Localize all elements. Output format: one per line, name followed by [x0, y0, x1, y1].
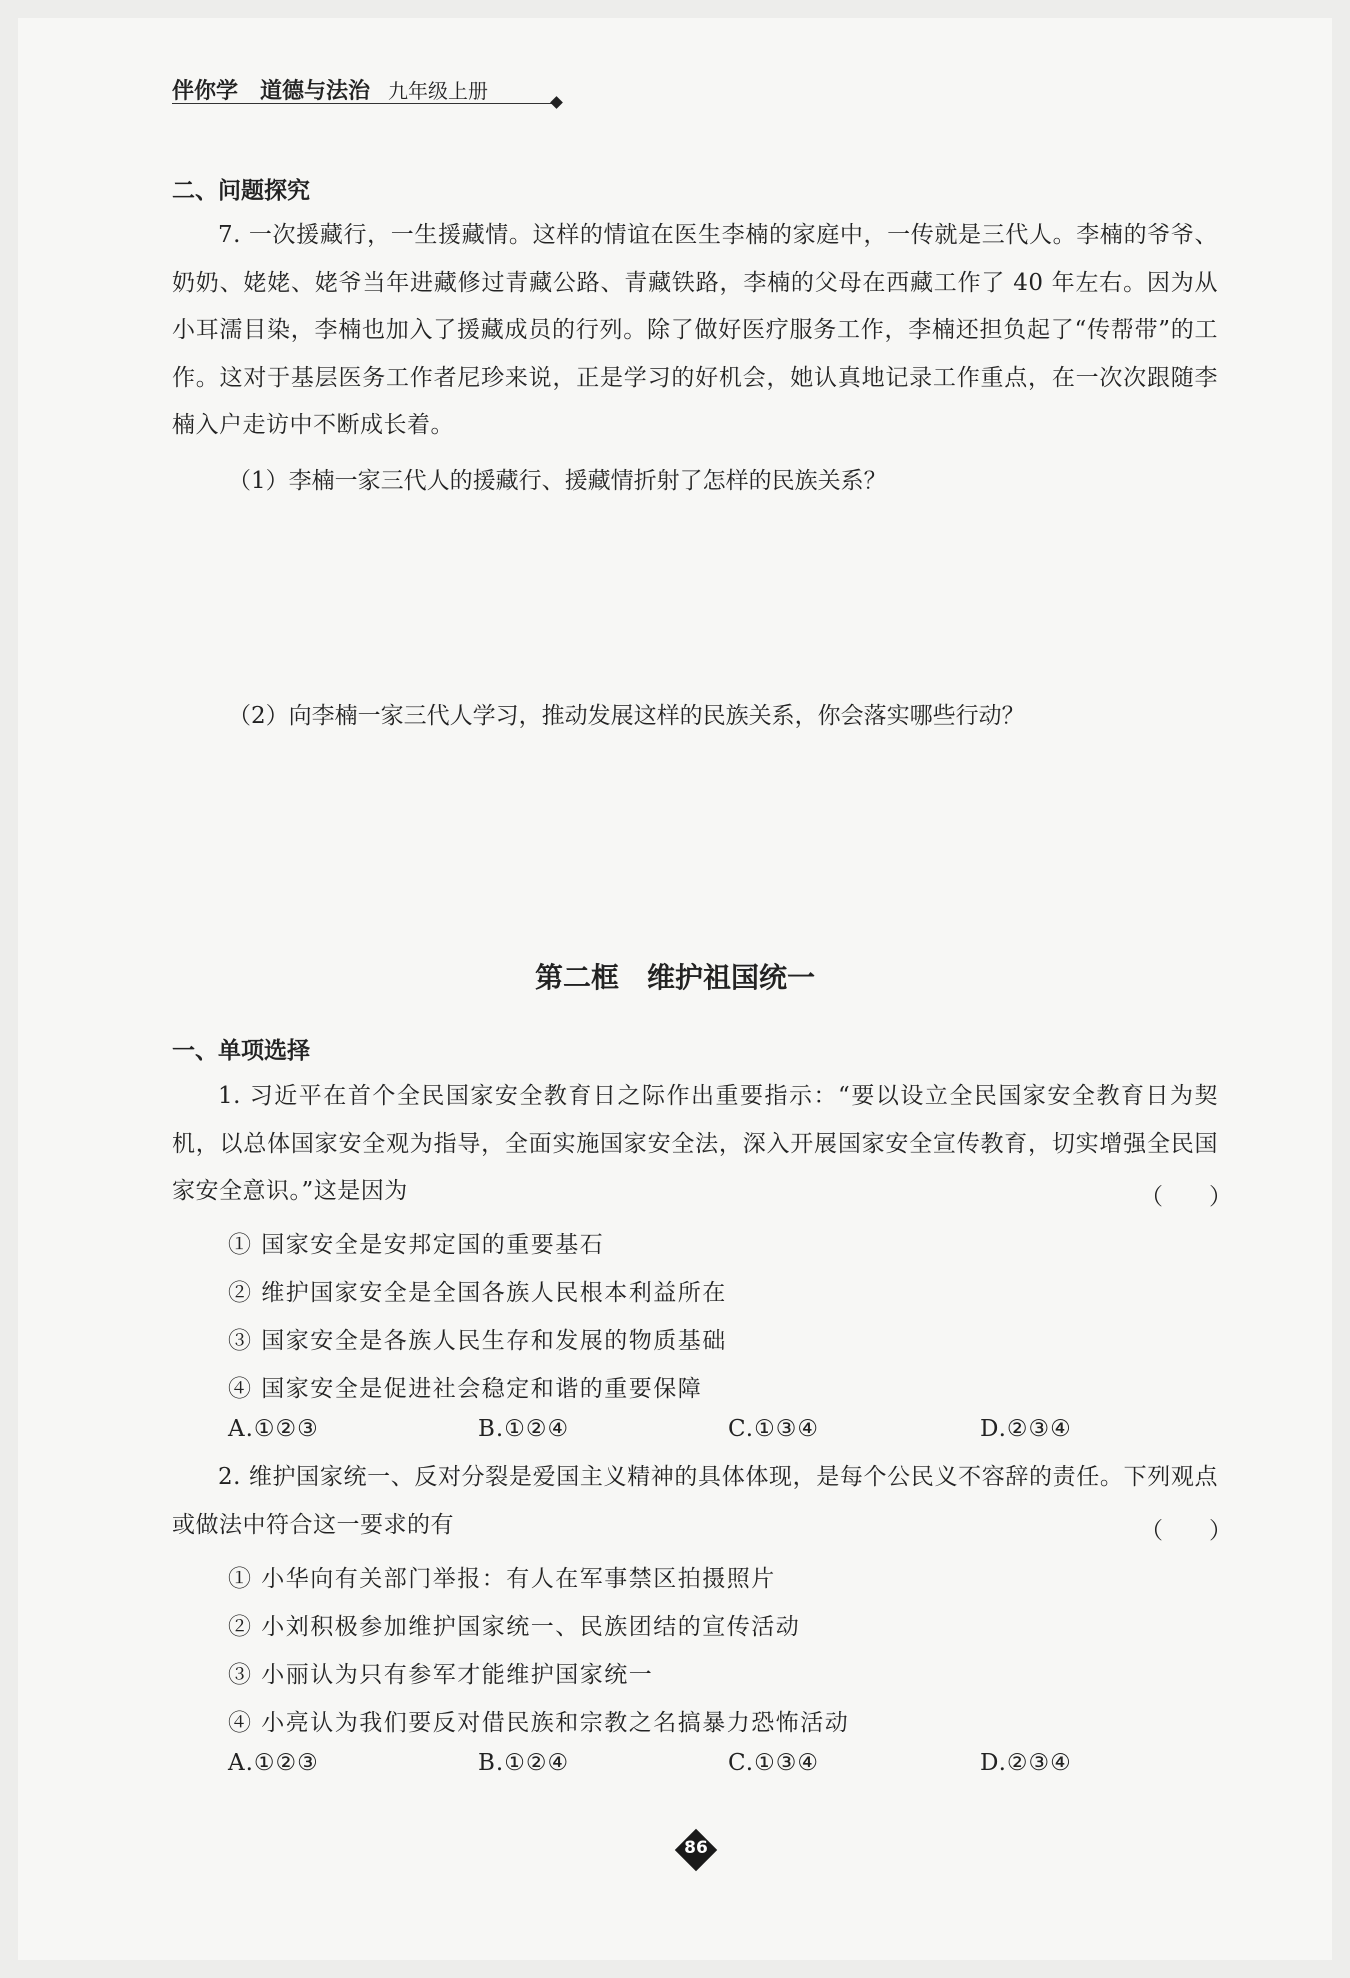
option-b: B.①②④ — [478, 1750, 570, 1776]
question-1-item-1: ① 国家安全是安邦定国的重要基石 — [228, 1232, 605, 1258]
question-7-text: 7. 一次援藏行，一生援藏情。这样的情谊在医生李楠的家庭中，一传就是三代人。李楠的爷爷、奶奶、姥姥、姥爷当年进藏修过青藏公路、青藏铁路，李楠的父母在西藏工作了 40 年左右。因为从小耳濡目染，李楠也加入了援藏成员的行列。除了做好医疗服务工作，李楠还担负起了“传帮带”的工作。这对于基层医务工作者尼珍来说，正是学习的好机会，她认真地记录工作重点，在一次次跟随李楠入户走访中不断成长着。 — [172, 222, 1218, 438]
question-1-item-4: ④ 国家安全是促进社会稳定和谐的重要保障 — [228, 1376, 703, 1402]
option-a: A.①②③ — [228, 1416, 319, 1442]
question-7-part-1: （1）李楠一家三代人的援藏行、援藏情折射了怎样的民族关系？ — [228, 468, 887, 494]
section-heading-inquiry: 二、问题探究 — [172, 178, 310, 204]
question-1-answer-paren: （ ） — [1140, 1184, 1232, 1210]
header-subject: 道德与法治 — [260, 79, 371, 104]
page-number: 86 — [684, 1838, 708, 1858]
header-brand: 伴你学 — [172, 79, 239, 104]
question-1-options — [228, 1416, 1228, 1456]
question-2-text: 2. 维护国家统一、反对分裂是爱国主义精神的具体体现，是每个公民义不容辞的责任。下列观点或做法中符合这一要求的有 — [172, 1464, 1218, 1538]
question-1-item-2: ② 维护国家安全是全国各族人民根本利益所在 — [228, 1280, 727, 1306]
option-a: A.①②③ — [228, 1750, 319, 1776]
question-7-part-2: （2）向李楠一家三代人学习，推动发展这样的民族关系，你会落实哪些行动？ — [228, 703, 1025, 729]
option-c: C.①③④ — [728, 1416, 819, 1442]
header-rule — [172, 103, 560, 104]
option-c: C.①③④ — [728, 1750, 819, 1776]
question-2-options — [228, 1750, 1228, 1790]
page-number-badge — [676, 1830, 716, 1870]
question-2-item-1: ① 小华向有关部门举报：有人在军事禁区拍摄照片 — [228, 1566, 776, 1592]
question-2-item-3: ③ 小丽认为只有参军才能维护国家统一 — [228, 1662, 654, 1688]
option-b: B.①②④ — [478, 1416, 570, 1442]
header-grade: 九年级上册 — [388, 79, 489, 103]
section-heading-single-choice: 一、单项选择 — [172, 1038, 310, 1064]
question-2-item-2: ② 小刘积极参加维护国家统一、民族团结的宣传活动 — [228, 1614, 801, 1640]
option-d: D.②③④ — [980, 1416, 1072, 1442]
question-2-answer-paren: （ ） — [1140, 1518, 1232, 1544]
frame-title: 第二框 维护祖国统一 — [534, 961, 815, 994]
question-1-item-3: ③ 国家安全是各族人民生存和发展的物质基础 — [228, 1328, 727, 1354]
question-1-text: 1. 习近平在首个全民国家安全教育日之际作出重要指示：“要以设立全民国家安全教育日为契机，以总体国家安全观为指导，全面实施国家安全法，深入开展国家安全宣传教育，切实增强全民国家安全意识。”这是因为 — [172, 1083, 1218, 1204]
option-d: D.②③④ — [980, 1750, 1072, 1776]
question-2-item-4: ④ 小亮认为我们要反对借民族和宗教之名搞暴力恐怖活动 — [228, 1710, 850, 1736]
